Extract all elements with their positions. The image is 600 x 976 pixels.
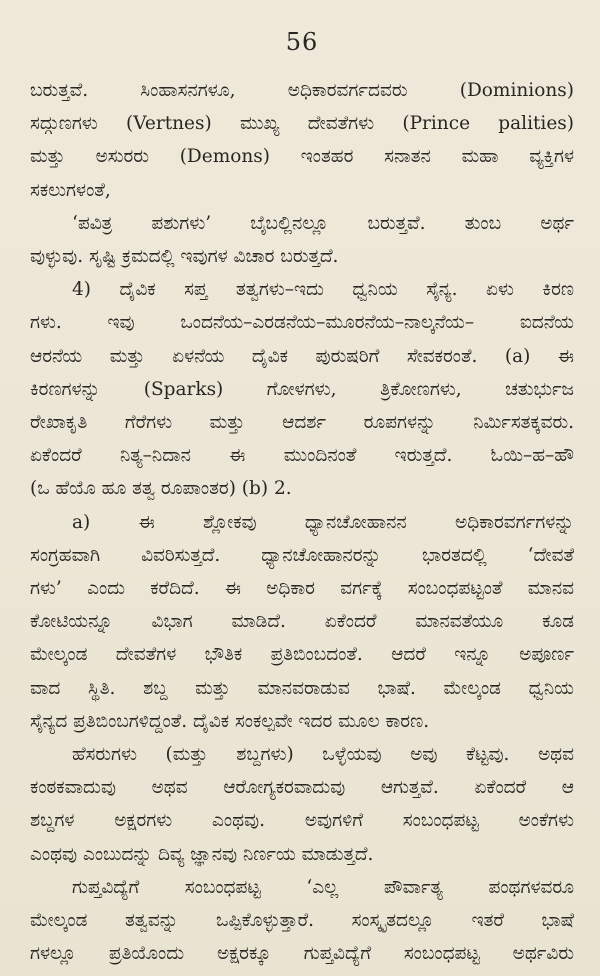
text-line: ಸದ್ಗುಣಗಳು (Vertnes) ಮುಖ್ಯ ದೇವತೆಗಳು (Prince palities) [30,113,574,135]
text-line: ಮತ್ತು ಅಸುರರು (Demons) ಇಂತಹರ ಸನಾತನ ಮಹಾ ವ್ಯಕ್ತಿಗಳ [30,146,574,168]
text-line: ಕಂಠಕವಾದುವು ಅಥವ ಆರೋಗ್ಯಕರವಾದುವು ಆಗುತ್ತವೆ. ಏಕೆಂದರೆ ಆ [30,777,574,799]
text-line: ಸಕಲುಗಳಂತೆ, [30,179,111,201]
body-text [30,74,574,970]
page-number: 56 [285,28,319,56]
text-line: ಏಕೆಂದರೆ ನಿತ್ಯ–ನಿದಾನ ಈ ಮುಂದಿನಂತೆ ಇರುತ್ತದೆ. ಓಯಿ–ಹ–ಹೌ [30,445,574,467]
text-line: ವಾದ ಸ್ಥಿತಿ. ಶಬ್ದ ಮತ್ತು ಮಾನವರಾಡುವ ಭಾಷೆ. ಮೇಲ್ಕಂಡ ಧ್ವನಿಯ [30,677,574,699]
text-line: ಕೋಟಿಯನ್ನೂ ವಿಭಾಗ ಮಾಡಿದೆ. ಏಕೆಂದರೆ ಮಾನವತೆಯೂ ಕೂಡ [30,611,574,633]
text-line: ಮೇಲ್ಕಂಡ ದೇವತೆಗಳ ಭೌತಿಕ ಪ್ರತಿಬಿಂಬದಂತೆ. ಆದರೆ ಇನ್ನೂ ಅಪೂರ್ಣ [30,644,574,666]
text-line: ಸೈನ್ಯದ ಪ್ರತಿಬಿಂಬಗಳಿದ್ದಂತೆ. ದೈವಿಕ ಸಂಕಲ್ಪವೇ ಇದರ ಮೂಲ ಕಾರಣ. [30,710,430,732]
text-line: ಗಳು’ ಎಂದು ಕರೆದಿದೆ. ಈ ಅಧಿಕಾರ ವರ್ಗಕ್ಕೆ ಸಂಬಂಧಪಟ್ಟಂತೆ ಮಾನವ [30,578,574,600]
text-line: ರೇಖಾಕೃತಿ ಗೆರೆಗಳು ಮತ್ತು ಆದರ್ಶ ರೂಪಗಳನ್ನು ನಿರ್ಮಿಸತಕ್ಕವರು. [30,412,574,434]
text-line: ಶಬ್ದಗಳ ಅಕ್ಷರಗಳು ಎಂಥವು. ಅವುಗಳಿಗೆ ಸಂಬಂಧಪಟ್ಟ ಅಂಕೆಗಳು [30,810,574,832]
text-line: ಕಿರಣಗಳನ್ನು (Sparks) ಗೋಳಗಳು, ತ್ರಿಕೋಣಗಳು, ಚತುರ್ಭುಜ [30,378,574,400]
text-line: ವುಳ್ಳುವು. ಸೃಷ್ಟಿ ಕ್ರಮದಲ್ಲಿ ಇವುಗಳ ವಿಚಾರ ಬರುತ್ತದೆ. [30,246,339,268]
text-line: ಹೆಸರುಗಳು (ಮತ್ತು ಶಬ್ದಗಳು) ಒಳ್ಳೆಯವು ಅವು ಕೆಟ್ಟವು. ಅಥವ [72,744,574,766]
text-line: ಎಂಥವು ಎಂಬುದನ್ನು ದಿವ್ಯ ಜ್ಞಾನವು ನಿರ್ಣಯ ಮಾಡುತ್ತದೆ. [30,843,374,865]
text-line: 4) ದೈವಿಕ ಸಪ್ತ ತತ್ವಗಳು–ಇದು ಧ್ವನಿಯ ಸೈನ್ಯ. ಏಳು ಕಿರಣ [72,279,574,301]
text-line: ಗಳಲ್ಲೂ ಪ್ರತಿಯೊಂದು ಅಕ್ಷರಕ್ಕೂ ಗುಪ್ತವಿದ್ಯೆಗೆ ಸಂಬಂಧಪಟ್ಟ ಅರ್ಥವಿರು [30,943,574,965]
text-line: ಗುಪ್ತವಿದ್ಯೆಗೆ ಸಂಬಂಧಪಟ್ಟ ‘ಎಲ್ಲ ಪೌರ್ವಾತ್ಯ ಪಂಥಗಳವರೂ [72,876,574,898]
text-line: ಬರುತ್ತವೆ. ಸಿಂಹಾಸನಗಳೂ, ಅಧಿಕಾರವರ್ಗದವರು (Dominions) [30,80,574,101]
text-line: ಗಳು. ಇವು ಒಂದನೆಯ–ಎರಡನೆಯ–ಮೂರನೆಯ–ನಾಲ್ಕನೆಯ– ಐದನೆಯ [30,312,574,334]
text-line: ‘ಪವಿತ್ರ ಪಶುಗಳು’ ಬೈಬಲ್ಲಿನಲ್ಲೂ ಬರುತ್ತವೆ. ತುಂಬ ಅರ್ಥ [72,212,574,234]
text-line: ಸಂಗ್ರಹವಾಗಿ ವಿವರಿಸುತ್ತದೆ. ಧ್ಯಾನಚೋಹಾನರನ್ನು ಭಾರತದಲ್ಲಿ ‘ದೇವತೆ [30,544,574,566]
text-line: a) ಈ ಶ್ಲೋಕವು ಧ್ಯಾನಚೋಹಾನನ ಅಧಿಕಾರವರ್ಗಗಳನ್ನು [72,511,574,533]
text-line: (ಒ ಹೆಯೊ ಹೂ ತತ್ವ ರೂಪಾಂತರ) (b) 2. [30,478,292,500]
text-line: ಆರನೆಯ ಮತ್ತು ಏಳನೆಯ ದೈವಿಕ ಪುರುಷರಿಗೆ ಸೇವಕರಂತೆ. (a) ಈ [30,345,574,367]
text-line: ಮೇಲ್ಕಂಡ ತತ್ವವನ್ನು ಒಪ್ಪಿಕೊಳ್ಳುತ್ತಾರೆ. ಸಂಸ್ಕೃತದಲ್ಲೂ ಇತರೆ ಭಾಷೆ [30,910,574,932]
